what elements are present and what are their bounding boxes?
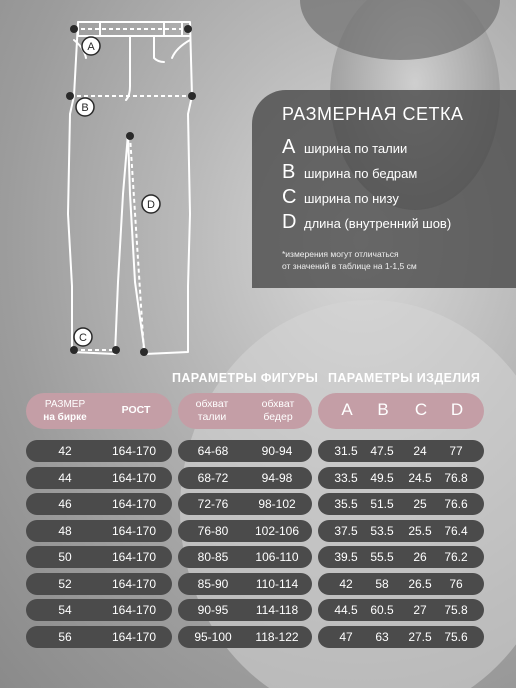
cell-a: 37.5 — [334, 523, 358, 538]
row-size-height — [26, 520, 172, 542]
row-figure — [178, 467, 312, 489]
cell-height: 164-170 — [111, 470, 157, 485]
cell-d: 75.6 — [444, 629, 468, 644]
legend-letter: D — [282, 211, 297, 233]
cell-a: 44.5 — [334, 603, 358, 617]
panel-title: РАЗМЕРНАЯ СЕТКА — [282, 104, 464, 124]
header-size-height — [26, 393, 172, 429]
legend-letter: C — [282, 186, 297, 208]
cell-a: 47 — [339, 629, 353, 644]
row-product — [318, 626, 484, 648]
cell-waist: 95-100 — [194, 629, 232, 644]
row-size-height — [26, 626, 172, 648]
header-product — [318, 393, 484, 429]
header-c: C — [414, 400, 428, 419]
row-product — [318, 546, 484, 568]
legend-text: длина (внутренний шов) — [304, 216, 452, 231]
row-product — [318, 520, 484, 542]
cell-height: 164-170 — [111, 497, 157, 511]
cell-hips: 110-114 — [255, 576, 299, 591]
pants-diagram — [60, 14, 210, 359]
header-hips-line2: бедер — [263, 411, 293, 423]
cell-a: 42 — [339, 576, 353, 591]
cell-b: 58 — [375, 576, 389, 591]
cell-d: 76 — [449, 576, 463, 591]
cell-hips: 90-94 — [261, 444, 293, 458]
note-line-1: *измерения могут отличаться — [282, 249, 399, 259]
cell-waist: 85-90 — [197, 576, 229, 591]
row-size-height — [26, 599, 172, 621]
cell-d: 75.8 — [444, 603, 468, 617]
cell-height: 164-170 — [111, 523, 157, 538]
cell-c: 25 — [413, 497, 427, 511]
cell-size: 44 — [58, 470, 72, 485]
cell-waist: 64-68 — [197, 444, 229, 458]
row-size-height — [26, 573, 172, 595]
diagram-label-a: A — [87, 41, 95, 53]
header-figure — [178, 393, 312, 429]
section-title-product: ПАРАМЕТРЫ ИЗДЕЛИЯ — [328, 371, 481, 385]
cell-d: 76.8 — [444, 470, 468, 485]
cell-hips: 118-122 — [255, 629, 299, 644]
cell-size: 46 — [58, 497, 72, 511]
row-figure — [178, 546, 312, 568]
cell-d: 76.4 — [444, 523, 468, 538]
cell-b: 60.5 — [370, 603, 394, 617]
row-product — [318, 493, 484, 515]
row-product — [318, 440, 484, 462]
legend-row-d — [282, 211, 451, 234]
cell-a: 35.5 — [334, 497, 358, 511]
cell-size: 50 — [58, 550, 72, 564]
row-product — [318, 573, 484, 595]
cell-c: 24 — [413, 444, 427, 458]
cell-hips: 94-98 — [261, 470, 293, 485]
cell-a: 33.5 — [334, 470, 358, 485]
header-size-line2: на бирке — [43, 412, 87, 423]
row-size-height — [26, 493, 172, 515]
row-figure — [178, 626, 312, 648]
diagram-label-c: C — [79, 332, 87, 344]
row-figure — [178, 440, 312, 462]
header-d: D — [450, 400, 464, 419]
note-line-2: от значений в таблице на 1-1,5 см — [282, 261, 417, 271]
cell-b: 51.5 — [370, 497, 394, 511]
legend-letter: A — [282, 136, 296, 158]
cell-height: 164-170 — [111, 550, 157, 564]
header-b: B — [377, 400, 389, 419]
measurement-note — [282, 248, 502, 272]
diagram-label-d: D — [147, 199, 155, 211]
row-figure — [178, 493, 312, 515]
cell-c: 24.5 — [408, 470, 432, 485]
cell-b: 55.5 — [370, 550, 394, 564]
cell-height: 164-170 — [111, 444, 157, 458]
cell-waist: 90-95 — [197, 603, 229, 617]
legend-text: ширина по бедрам — [304, 166, 418, 181]
row-size-height — [26, 467, 172, 489]
cell-height: 164-170 — [111, 576, 157, 591]
row-size-height — [26, 546, 172, 568]
cell-height: 164-170 — [111, 603, 157, 617]
row-product — [318, 599, 484, 621]
cell-hips: 114-118 — [255, 603, 299, 617]
cell-a: 39.5 — [334, 550, 358, 564]
cell-b: 49.5 — [370, 470, 394, 485]
row-size-height — [26, 440, 172, 462]
cell-b: 53.5 — [370, 523, 394, 538]
cell-size: 48 — [58, 523, 72, 538]
cell-c: 26.5 — [408, 576, 432, 591]
row-figure — [178, 573, 312, 595]
cell-size: 54 — [58, 603, 72, 617]
cell-size: 56 — [58, 629, 72, 644]
cell-waist: 68-72 — [197, 470, 229, 485]
cell-waist: 80-85 — [197, 550, 229, 564]
cell-height: 164-170 — [111, 629, 157, 644]
cell-d: 76.6 — [444, 497, 468, 511]
legend-text: ширина по талии — [304, 141, 408, 156]
header-height: РОСТ — [121, 404, 151, 416]
cell-c: 27 — [413, 603, 427, 617]
header-waist-line2: талии — [197, 411, 227, 423]
cell-c: 26 — [413, 550, 427, 564]
cell-a: 31.5 — [334, 444, 358, 458]
legend-row-a — [282, 136, 407, 159]
row-figure — [178, 520, 312, 542]
cell-size: 52 — [58, 576, 72, 591]
cell-c: 25.5 — [408, 523, 432, 538]
cell-size: 42 — [58, 444, 72, 458]
header-hips-line1: обхват — [261, 398, 295, 410]
row-figure — [178, 599, 312, 621]
cell-b: 47.5 — [370, 444, 394, 458]
cell-hips: 106-110 — [255, 550, 299, 564]
header-size-line1: РАЗМЕР — [44, 399, 86, 410]
cell-b: 63 — [375, 629, 389, 644]
header-a: A — [341, 400, 353, 419]
header-waist-line1: обхват — [195, 398, 229, 410]
row-product — [318, 467, 484, 489]
cell-d: 76.2 — [444, 550, 468, 564]
diagram-label-b: B — [81, 102, 89, 114]
legend-row-b — [282, 161, 417, 184]
section-title-figure: ПАРАМЕТРЫ ФИГУРЫ — [172, 371, 319, 385]
legend-row-c — [282, 186, 399, 209]
legend-letter: B — [282, 161, 296, 183]
cell-hips: 98-102 — [258, 497, 296, 511]
cell-d: 77 — [449, 444, 463, 458]
cell-c: 27.5 — [408, 629, 432, 644]
cell-waist: 76-80 — [197, 523, 229, 538]
cell-hips: 102-106 — [254, 523, 300, 538]
legend-text: ширина по низу — [304, 191, 399, 206]
cell-waist: 72-76 — [197, 497, 229, 511]
